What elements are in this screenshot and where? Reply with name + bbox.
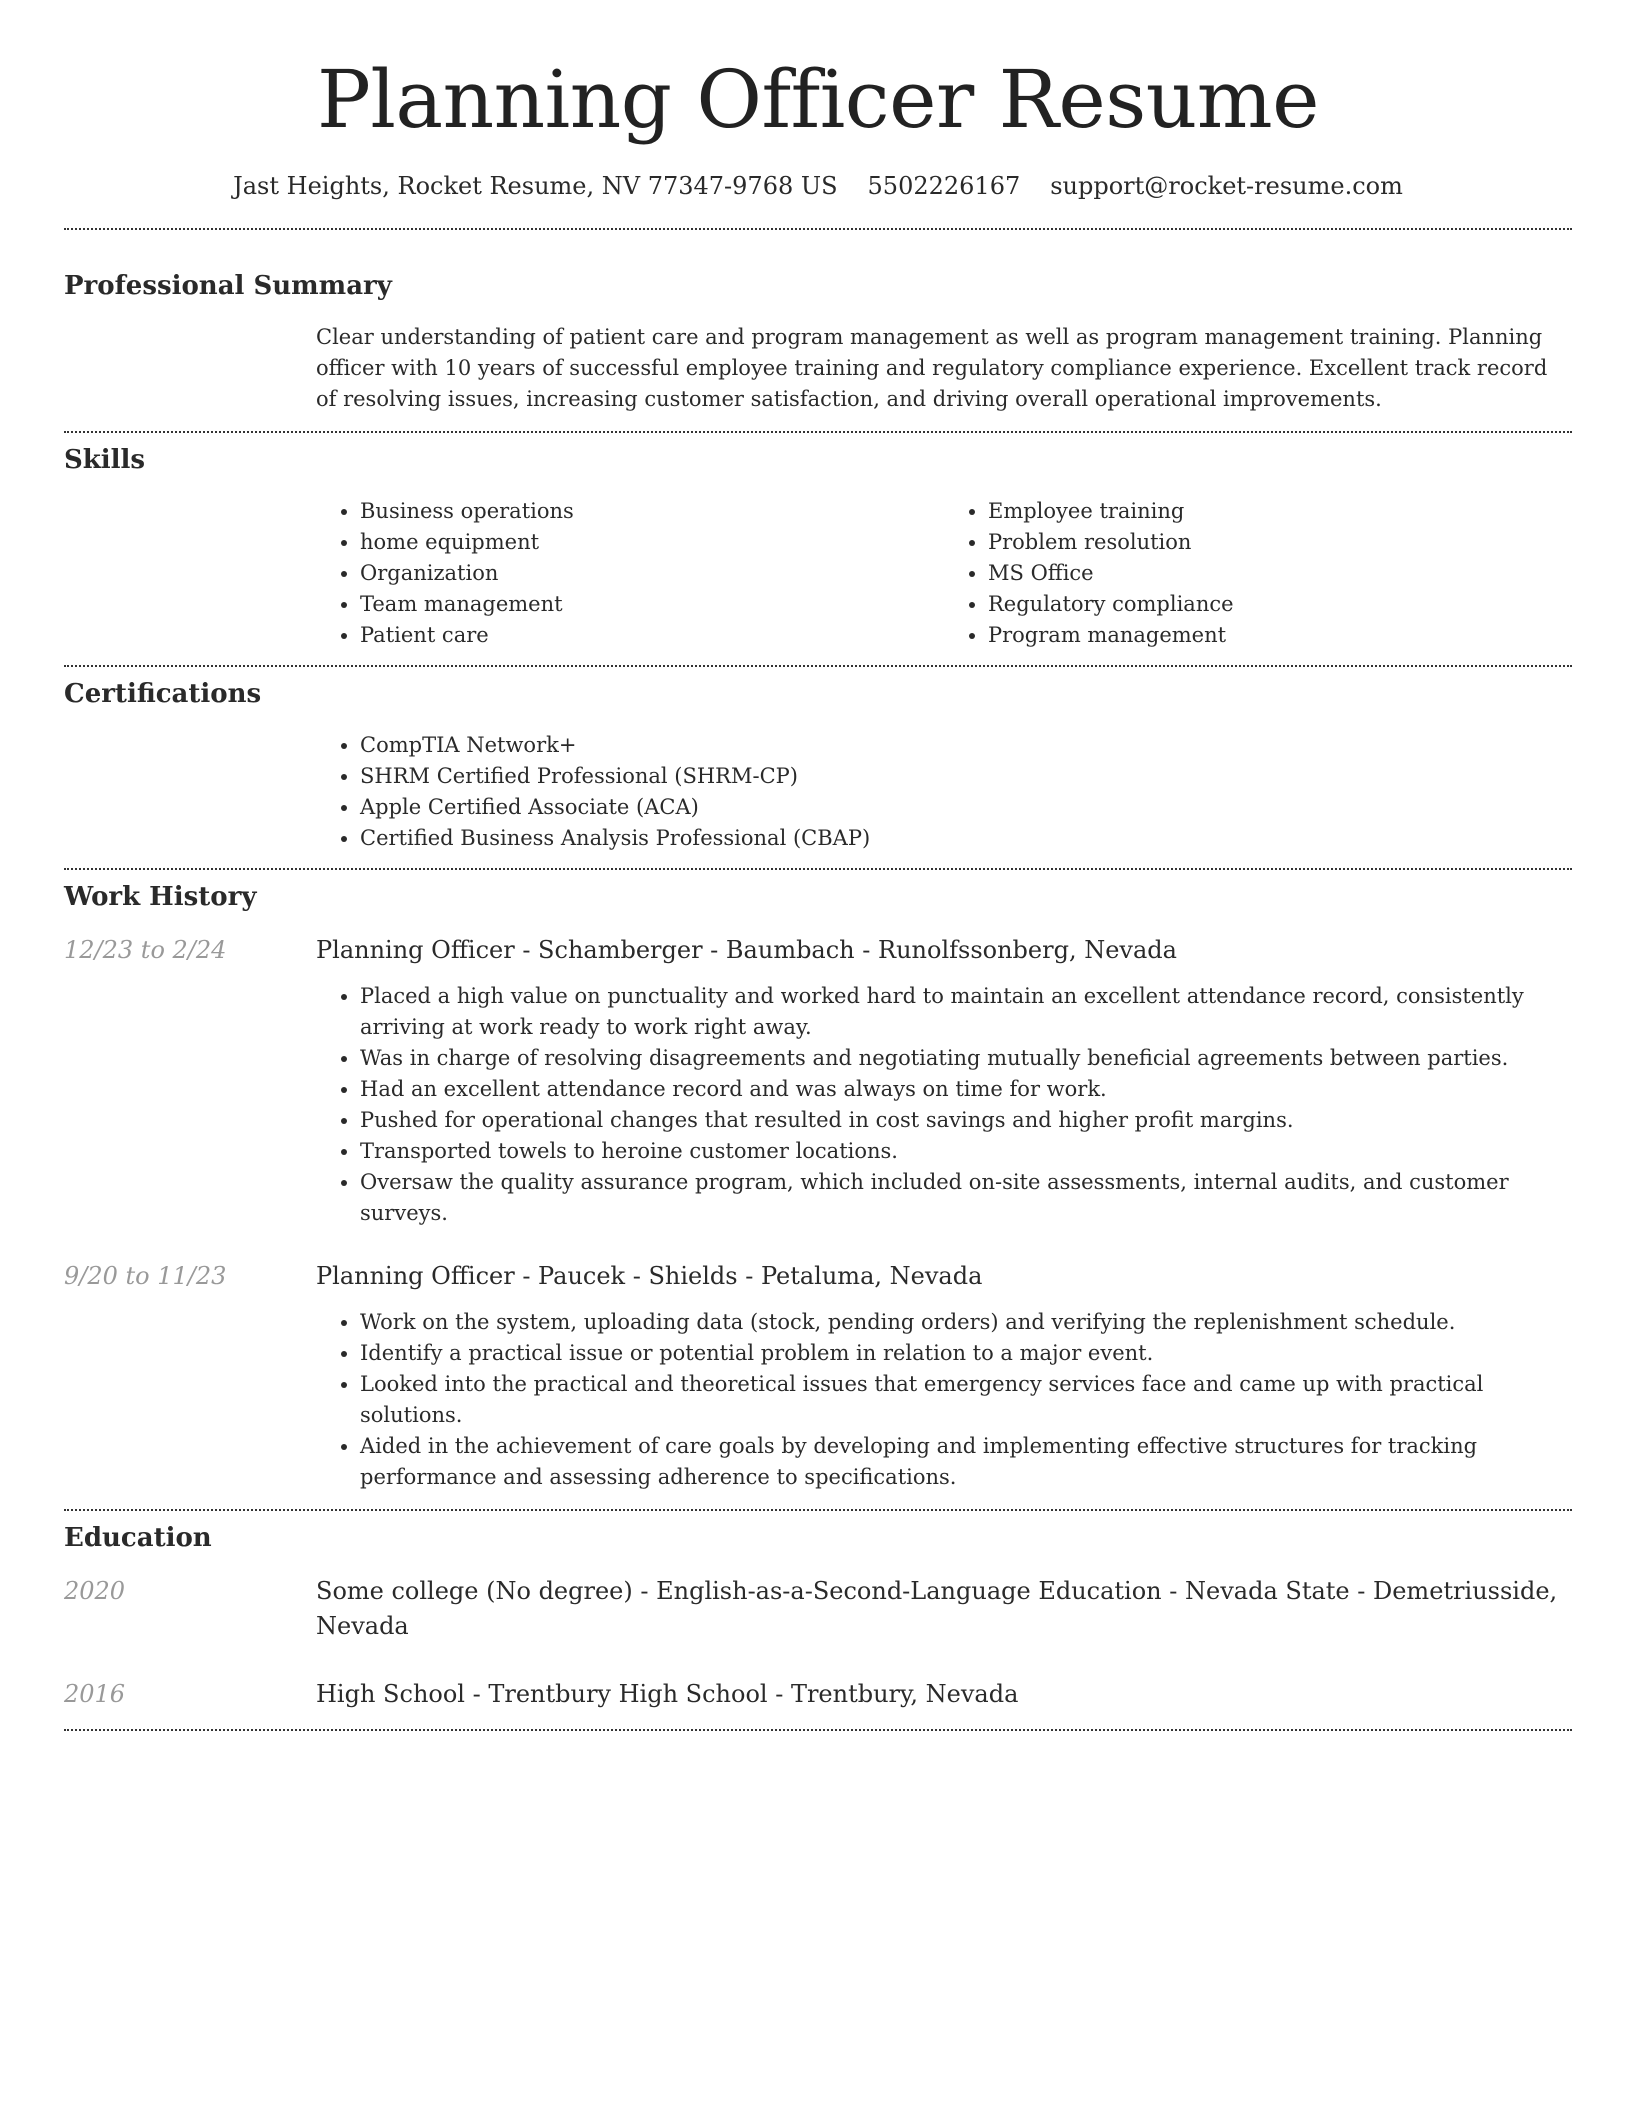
- summary-section: [64, 269, 1572, 415]
- contact-phone: 5502226167: [867, 172, 1021, 200]
- skill-item: • Patient care: [360, 620, 944, 651]
- job-title: Planning Officer - Paucek - Shields - Petaluma, Nevada: [316, 1262, 983, 1290]
- summary-body: [316, 322, 1572, 415]
- skills-section: [64, 443, 1572, 651]
- education-degree: Some college (No degree) - English-as-a-Second-Language Education: [316, 1577, 1162, 1605]
- skills-column-right: [944, 496, 1572, 651]
- divider: [64, 1729, 1572, 1731]
- certification-item: • SHRM Certified Professional (SHRM-CP): [360, 761, 1572, 792]
- job-bullet: • Looked into the practical and theoretical issues that emergency services face and came up with practical solutions.: [360, 1369, 1572, 1431]
- certifications-heading: Certifications: [64, 679, 262, 709]
- skill-item: • MS Office: [988, 558, 1572, 589]
- summary-heading: Professional Summary: [64, 271, 392, 301]
- contact-line: [64, 170, 1572, 202]
- job-bullet: • Was in charge of resolving disagreements and negotiating mutually beneficial agreements between parties.: [360, 1043, 1572, 1074]
- job-bullet: • Work on the system, uploading data (stock, pending orders) and verifying the replenishment schedule.: [360, 1307, 1572, 1338]
- education-entry: [64, 1677, 1572, 1712]
- certification-item: • Apple Certified Associate (ACA): [360, 792, 1572, 823]
- job-bullet: • Transported towels to heroine customer locations.: [360, 1136, 1572, 1167]
- skills-heading: Skills: [64, 445, 146, 475]
- summary-text: Clear understanding of patient care and program management as well as program management training. Planning officer with 10 years of successful employee training and regulatory compliance experience. Excellent track record of resolving issues, increasing customer satisfaction, and driving overall operational improvements.: [316, 325, 1548, 411]
- skill-item: • Team management: [360, 589, 944, 620]
- education-degree: High School: [316, 1680, 465, 1708]
- skill-item: • Organization: [360, 558, 944, 589]
- contact-email: support@rocket-resume.com: [1050, 172, 1403, 200]
- job-dates: 12/23 to 2/24: [64, 936, 227, 964]
- certification-item: • CompTIA Network+: [360, 730, 1572, 761]
- job-bullet: • Had an excellent attendance record and was always on time for work.: [360, 1074, 1572, 1105]
- skill-item: • home equipment: [360, 527, 944, 558]
- resume-page: [64, 0, 1572, 1731]
- education-details: [316, 1574, 1572, 1644]
- education-school: - Trentbury High School - Trentbury, Nevada: [464, 1680, 1019, 1708]
- divider: [64, 1509, 1572, 1511]
- work-history-section: [64, 880, 1572, 1493]
- job-bullet: • Identify a practical issue or potential problem in relation to a major event.: [360, 1338, 1572, 1369]
- job-title: Planning Officer - Schamberger - Baumbach - Runolfssonberg, Nevada: [316, 936, 1177, 964]
- divider: [64, 228, 1572, 230]
- job-bullets: [316, 981, 1572, 1229]
- divider: [64, 868, 1572, 870]
- education-entry: [64, 1574, 1572, 1644]
- job-bullet: • Placed a high value on punctuality and worked hard to maintain an excellent attendance record, consistently arriving at work ready to work right away.: [360, 981, 1572, 1043]
- work-history-heading: Work History: [64, 882, 257, 912]
- job-dates: 9/20 to 11/23: [64, 1262, 227, 1290]
- job-bullet: • Oversaw the quality assurance program, which included on-site assessments, internal audits, and customer surveys.: [360, 1167, 1572, 1229]
- job-bullet: • Aided in the achievement of care goals by developing and implementing effective structures for tracking performance and assessing adherence to specifications.: [360, 1431, 1572, 1493]
- divider: [64, 665, 1572, 667]
- skill-item: • Employee training: [988, 496, 1572, 527]
- certification-item: • Certified Business Analysis Professional (CBAP): [360, 823, 1572, 854]
- education-year: 2020: [64, 1577, 126, 1605]
- education-school: - Nevada State - Demetriusside, Nevada: [316, 1577, 1558, 1640]
- divider: [64, 431, 1572, 433]
- job-entry: [64, 1259, 1572, 1493]
- skill-item: • Program management: [988, 620, 1572, 651]
- skill-item: • Problem resolution: [988, 527, 1572, 558]
- skills-column-left: [316, 496, 944, 651]
- job-bullets: [316, 1307, 1572, 1493]
- job-entry: [64, 933, 1572, 1229]
- certifications-list: [316, 730, 1572, 854]
- skill-item: • Regulatory compliance: [988, 589, 1572, 620]
- job-bullet: • Pushed for operational changes that resulted in cost savings and higher profit margins.: [360, 1105, 1572, 1136]
- education-heading: Education: [64, 1523, 212, 1553]
- page-title: Planning Officer Resume: [317, 53, 1319, 146]
- skill-item: • Business operations: [360, 496, 944, 527]
- education-details: [316, 1677, 1572, 1712]
- education-section: [64, 1521, 1572, 1712]
- contact-address: Jast Heights, Rocket Resume, NV 77347-9768 US: [233, 172, 838, 200]
- education-year: 2016: [64, 1680, 126, 1708]
- skills-list: [316, 496, 1572, 651]
- certifications-section: [64, 677, 1572, 854]
